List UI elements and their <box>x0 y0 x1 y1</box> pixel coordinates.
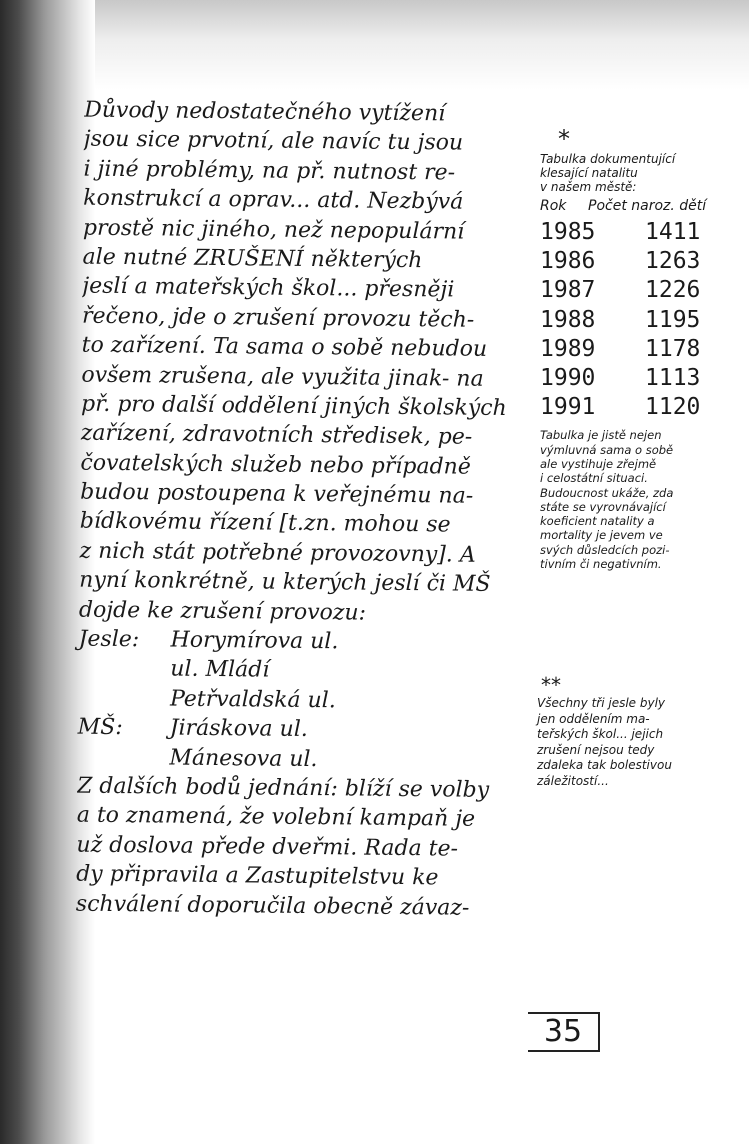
note-body-line: tivním či negativním. <box>540 556 662 571</box>
closure-list-value: ul. Mládí <box>170 656 270 684</box>
text-line: ovšem zrušena, ale využita jinak- na <box>81 362 484 392</box>
main-text-column <box>76 96 545 924</box>
year-cell: 1991 <box>540 394 596 421</box>
note-body-line: výmluvná sama o sobě <box>540 442 674 457</box>
text-line: bídkovému řízení [t.zn. mohou se <box>79 509 451 538</box>
text-line: Důvody nedostatečného vytížení <box>84 97 446 127</box>
year-cell: 1986 <box>540 248 596 275</box>
note-body-line: i celostátní situaci. <box>540 471 648 486</box>
year-cell: 1985 <box>540 219 596 245</box>
closure-list-row <box>77 742 537 776</box>
text-line: Z dalších bodů jednání: blíží se volby <box>76 773 490 803</box>
side-note-nurseries <box>537 673 742 790</box>
count-cell: 1263 <box>645 248 701 275</box>
closure-list-row <box>78 654 538 688</box>
text-line: prostě nic jiného, než nepopulární <box>82 215 465 245</box>
closure-list-key <box>77 742 169 772</box>
text-line: i jiné problémy, na př. nutnost re- <box>83 156 456 186</box>
note-body-line: státe se vyrovnávající <box>540 499 666 514</box>
note-body-line: Všechny tři jesle byly <box>537 696 666 710</box>
note-body-line: záležitostí... <box>537 773 609 788</box>
closure-list-key <box>78 654 170 684</box>
text-line: př. pro další oddělení jiných školských <box>80 391 507 421</box>
note-body-line: Tabulka je jistě nejen <box>540 428 662 443</box>
footnote-marker: ** <box>541 673 561 697</box>
header-year: Rok <box>540 198 567 214</box>
note-body-line: koeficient natality a <box>540 514 655 529</box>
closure-list-row <box>78 625 538 659</box>
side-note-natality <box>540 125 740 571</box>
count-cell: 1411 <box>645 219 701 245</box>
table-row <box>540 276 740 305</box>
text-line: zařízení, zdravotních středisek, pe- <box>80 420 473 450</box>
natality-table-header <box>540 196 740 216</box>
text-line: ale nutné ZRUŠENÍ některých <box>82 244 423 274</box>
note-body-line: jen oddělením ma- <box>537 711 650 726</box>
text-line: jeslí a mateřských škol... přesněji <box>82 273 455 303</box>
text-line: to zařízení. Ta sama o sobě nebudou <box>81 332 488 362</box>
count-cell: 1178 <box>645 335 701 362</box>
note-body <box>540 428 740 571</box>
natality-table <box>540 218 740 422</box>
note-caption-line: klesající natalitu <box>540 166 638 180</box>
note-body-line: zrušení nejsou tedy <box>537 742 655 757</box>
text-line: řečeno, jde o zrušení provozu těch- <box>81 303 475 333</box>
note-body-line: ale vystihuje zřejmě <box>540 456 657 471</box>
text-line: budou postoupena k veřejnému na- <box>80 479 474 509</box>
table-row <box>540 247 740 276</box>
count-cell: 1226 <box>645 277 701 304</box>
page-number: 35 <box>528 1012 600 1052</box>
closure-list-key: Jesle: <box>78 626 140 653</box>
text-line: schválení doporučila obecně závaz- <box>75 891 470 921</box>
year-cell: 1988 <box>540 306 596 333</box>
table-row <box>540 335 740 364</box>
closure-list-row <box>78 683 538 717</box>
closure-list-value: Horymírova ul. <box>170 627 339 655</box>
closure-list-key: MŠ: <box>77 714 123 741</box>
count-cell: 1195 <box>645 306 701 333</box>
closure-list <box>77 625 539 777</box>
note-body-line: zdaleka tak bolestivou <box>537 758 672 773</box>
text-line: a to znamená, že volební kampaň je <box>76 802 476 833</box>
table-row <box>540 218 740 247</box>
closure-list-key <box>78 683 170 713</box>
text-line: čovatelských služeb nebo případně <box>80 450 471 480</box>
year-cell: 1987 <box>540 277 596 304</box>
text-line: konstrukcí a oprav... atd. Nezbývá <box>83 185 464 215</box>
text-line: nyní konkrétně, u kterých jeslí či MŠ <box>79 567 491 598</box>
table-row <box>540 364 740 393</box>
closure-list-value: Mánesova ul. <box>169 745 318 772</box>
footnote-marker: * <box>558 125 570 153</box>
table-row <box>540 306 740 335</box>
year-cell: 1989 <box>540 335 596 362</box>
count-cell: 1120 <box>645 394 701 421</box>
note-body-line: teřských škol... jejich <box>537 727 664 742</box>
note-caption-line: v našem městě: <box>540 180 637 194</box>
note-body-line: Budoucnost ukáže, zda <box>540 485 674 500</box>
closure-list-value: Jiráskova ul. <box>169 715 308 743</box>
text-line: dojde ke zrušení provozu: <box>78 597 367 626</box>
note-body-line: mortality je jevem ve <box>540 528 663 543</box>
closure-list-row <box>78 713 538 747</box>
text-line: z nich stát potřebné provozovny]. A <box>79 538 476 568</box>
count-cell: 1113 <box>645 364 701 391</box>
note-body-line: svých důsledcích pozi- <box>540 542 670 557</box>
note-caption-line: Tabulka dokumentující <box>540 152 676 166</box>
header-births: Počet naroz. dětí <box>588 198 707 214</box>
table-row <box>540 393 740 422</box>
year-cell: 1990 <box>540 364 596 391</box>
text-line: jsou sice prvotní, ale navíc tu jsou <box>83 127 464 156</box>
page-top-shadow <box>95 0 749 90</box>
text-line: už doslova přede dveřmi. Rada te- <box>76 832 459 862</box>
closure-list-value: Petřvaldská ul. <box>169 686 336 714</box>
text-line: dy připravila a Zastupitelstvu ke <box>76 861 439 891</box>
